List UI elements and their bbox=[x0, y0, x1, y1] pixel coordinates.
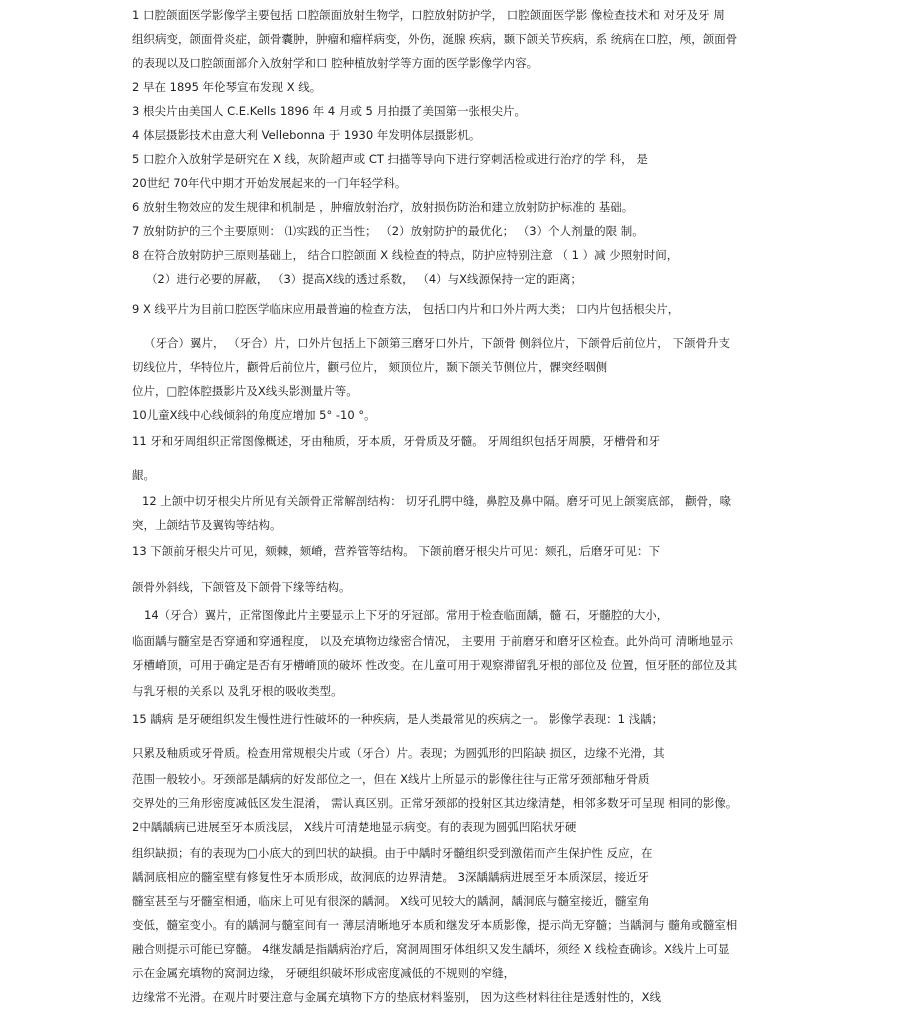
text-line: 与乳牙根的关系以 及乳牙根的吸收类型。 bbox=[132, 684, 343, 698]
text-line: 位片，□腔体腔摄影片及X线头影测量片等。 bbox=[132, 384, 358, 398]
text-line: 13 下颌前牙根尖片可见，颏棘，颏嵴，营养管等结构。 下颌前磨牙根尖片可见：颏孔，后磨牙可见：下 bbox=[132, 544, 660, 558]
text-line: 交界处的三角形密度减低区发生混淆， 需认真区别。正常牙颈部的投射区其边缘清楚，相邻多数牙可呈现 相同的影像。 bbox=[132, 796, 738, 810]
text-line: 组织病变，颌面骨炎症，颌骨囊肿，肿瘤和瘤样病变，外伤，涎腺 疾病，颞下颌关节疾病，系 统病在口腔，颅，颌面骨 bbox=[132, 32, 738, 46]
text-line: 示在金属充填物的窝洞边缘， 牙硬组织破坏形成密度减低的不规则的窄缝， bbox=[132, 966, 516, 980]
text-line: 9 X 线平片为目前口腔医学临床应用最普遍的检查方法， 包括口内片和口外片两大类； 口内片包括根尖片， bbox=[132, 302, 680, 316]
text-line: 2 早在 1895 年伦琴宣布发现 X 线。 bbox=[132, 80, 322, 94]
text-line: 切线位片，华特位片，颧骨后前位片，颧弓位片， 颏顶位片，颞下颌关节侧位片，髁突经咽侧 bbox=[132, 360, 608, 374]
text-line: 7 放射防护的三个主要原则： ⑴实践的正当性； （2）放射防护的最优化； （3）个人剂量的限 制。 bbox=[132, 224, 644, 238]
text-line: 8 在符合放射防护三原则基础上， 结合口腔颌面 X 线检查的特点，防护应特别注意 （ 1 ）减 少照射时间， bbox=[132, 248, 679, 262]
text-line: 4 体层摄影技术由意大利 Vellebonna 于 1930 年发明体层摄影机。 bbox=[132, 128, 481, 142]
text-line: 颌骨外斜线，下颌管及下颌骨下缘等结构。 bbox=[132, 580, 351, 594]
text-line: 14（牙合）翼片，正常图像此片主要显示上下牙的牙冠部。常用于检查临面龋，髓 石，牙髓腔的大小， bbox=[144, 608, 669, 622]
text-line: 龈。 bbox=[132, 468, 155, 482]
text-line: 变低，髓室变小。有的龋洞与髓室间有一 薄层清晰地牙本质和继发牙本质影像，提示尚无穿髓；当龋洞与 髓角或髓室相 bbox=[132, 918, 738, 932]
text-line: 5 口腔介入放射学是研究在 X 线，灰阶超声或 CT 扫描等导向下进行穿刺活检或进行治疗的学 科， 是 bbox=[132, 152, 648, 166]
text-line: 11 牙和牙周组织正常图像概述，牙由釉质，牙本质，牙骨质及牙髓。 牙周组织包括牙周膜，牙槽骨和牙 bbox=[132, 434, 660, 448]
text-line: 范围一般较小。牙颈部是龋病的好发部位之一，但在 X线片上所显示的影像往往与正常牙颈部釉牙骨质 bbox=[132, 772, 650, 786]
text-line: 3 根尖片由美国人 C.E.Kells 1896 年 4 月或 5 月拍摄了美国第一张根尖片。 bbox=[132, 104, 526, 118]
text-line: 只累及釉质或牙骨质。检查用常规根尖片或（牙合）片。表现；为圆弧形的凹陷缺 损区，边缘不光滑，其 bbox=[132, 746, 665, 760]
text-line: 融合则提示可能已穿髓。 4继发龋是指龋病治疗后，窝洞周围牙体组织又发生龋坏，须经 X 线检查确诊。X线片上可显 bbox=[132, 942, 730, 956]
text-line: 6 放射生物效应的发生规律和机制是 ，肿瘤放射治疗，放射损伤防治和建立放射防护标准的 基础。 bbox=[132, 200, 634, 214]
text-line: 10儿童X线中心线倾斜的角度应增加 5° -10 °。 bbox=[132, 408, 376, 422]
text-line: 边缘常不光滑。在观片时要注意与金属充填物下方的垫底材料鉴别， 因为这些材料往往是透射性的，X线 bbox=[132, 990, 662, 1004]
text-line: 突，上颌结节及翼钩等结构。 bbox=[132, 518, 282, 532]
text-line: （牙合）翼片， （牙合）片，口外片包括上下颌第三磨牙口外片，下颌骨 侧斜位片，下颌骨后前位片， 下颌骨升支 bbox=[144, 336, 730, 350]
text-line: 髓室甚至与牙髓室相通，临床上可见有很深的龋洞。 X线可见较大的龋洞，龋洞底与髓室接近，髓室角 bbox=[132, 894, 650, 908]
text-line: （2）进行必要的屏蔽， （3）提高X线的透过系数， （4）与X线源保持一定的距离； bbox=[146, 272, 583, 286]
text-line: 15 龋病 是牙硬组织发生慢性进行性破坏的一种疾病，是人类最常见的疾病之一。 影像学表现：1 浅龋； bbox=[132, 712, 664, 726]
text-line: 的表现以及口腔颌面部介入放射学和口 腔种植放射学等方面的医学影像学内容。 bbox=[132, 56, 539, 70]
text-line: 2中龋龋病已进展至牙本质浅层， X线片可清楚地显示病变。有的表现为圆弧凹陷状牙硬 bbox=[132, 820, 577, 834]
text-line: 牙槽嵴顶，可用于确定是否有牙槽嵴顶的破坏 性改变。在儿童可用于观察滞留乳牙根的部位及 位置，恒牙胚的部位及其 bbox=[132, 658, 738, 672]
text-line: 组织缺损；有的表现为□小底大的到凹状的缺損。由于中龋时牙髓组织受到激偌而产生保护性 反应，在 bbox=[132, 846, 653, 860]
text-line: 1 口腔颌面医学影像学主要包括 口腔颌面放射生物学，口腔放射防护学， 口腔颌面医学影 像检查技术和 对牙及牙 周 bbox=[132, 8, 725, 22]
text-line: 12 上颌中切牙根尖片所见有关颌骨正常解剖结构： 切牙孔腭中缝，鼻腔及鼻中隔。磨牙可见上颌窦底部， 颧骨，喙 bbox=[142, 494, 732, 508]
text-line: 20世纪 70年代中期才开始发展起来的一门年轻学科。 bbox=[132, 176, 407, 190]
text-line: 龋洞底相应的髓室壁有修复性牙本质形成，故洞底的边界清楚。 3深龋龋病进展至牙本质深层，接近牙 bbox=[132, 870, 649, 884]
text-line: 临面龋与髓室是否穿通和穿通程度， 以及充填物边缘密合情况， 主要用 于前磨牙和磨牙区检查。此外尚可 清晰地显示 bbox=[132, 634, 734, 648]
